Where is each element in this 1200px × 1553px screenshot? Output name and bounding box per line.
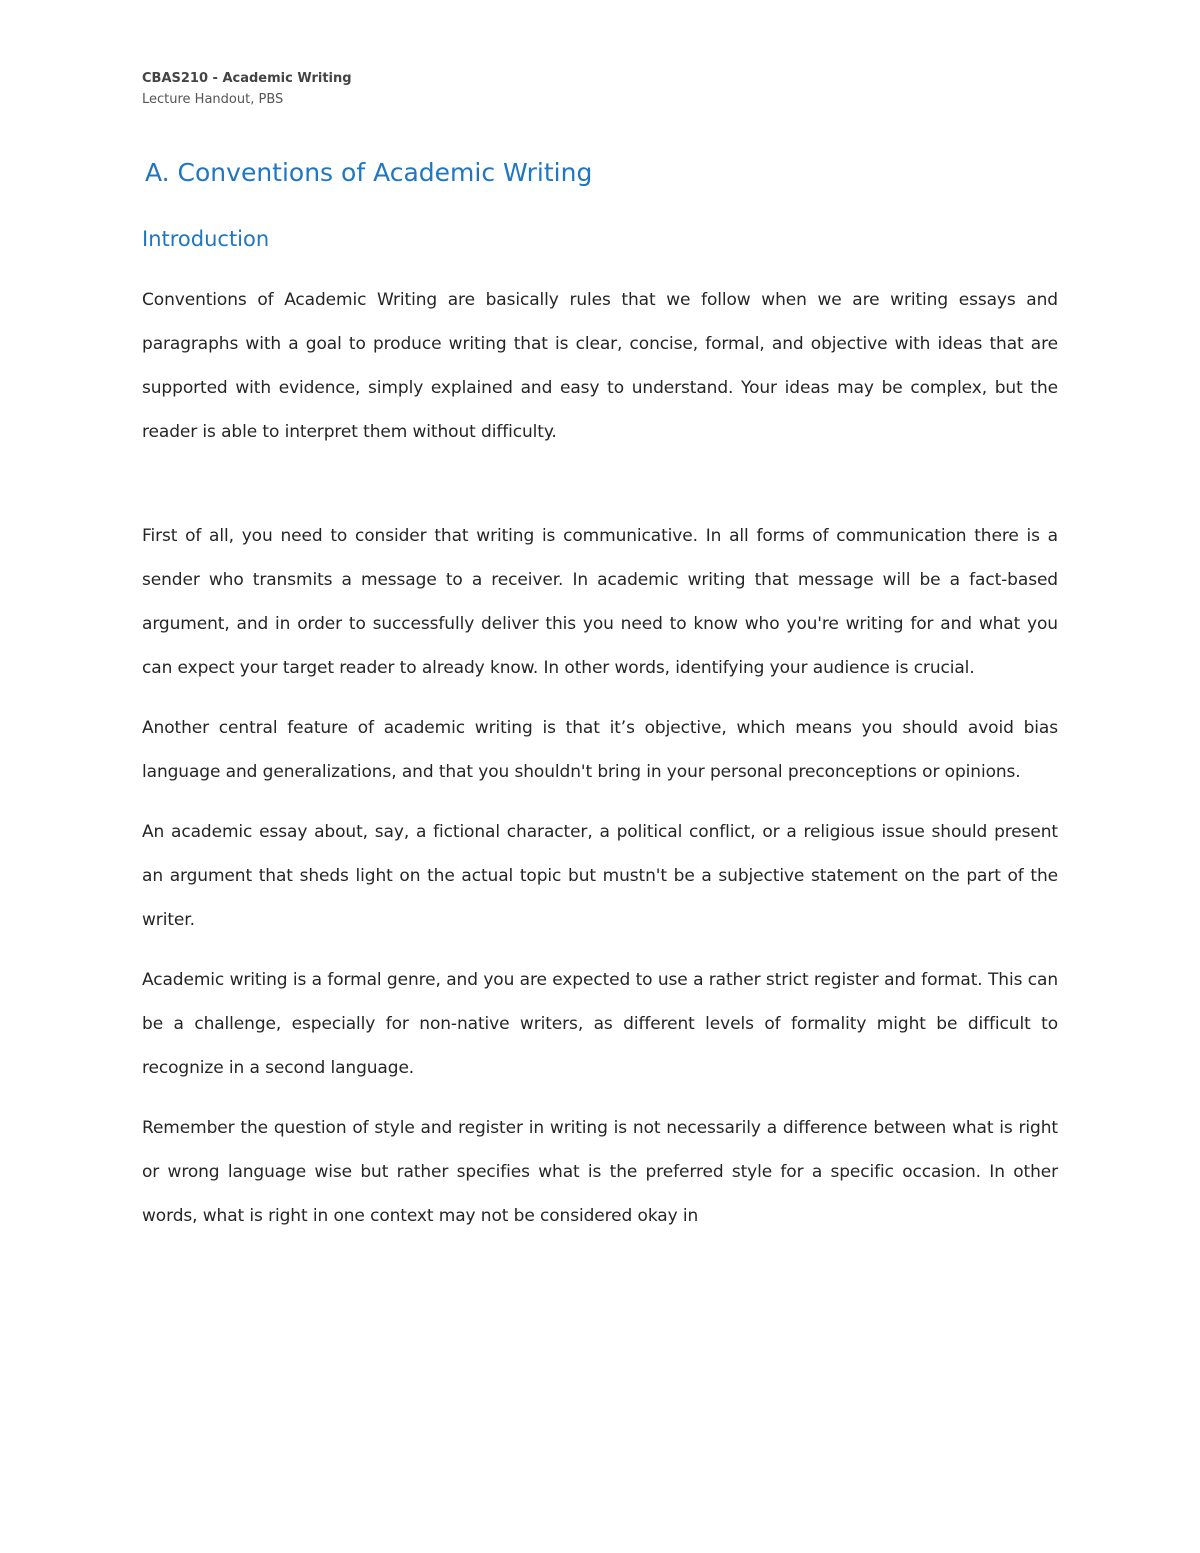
section-heading-introduction: Introduction	[142, 227, 270, 251]
paragraph-communicative: First of all, you need to consider that writing is communicative. In all forms of communication there is a sender who transmits a message to a receiver. In academic writing that message will be a fact-based argument, and in order to successfully deliver this you need to know who you're writing for and what you can expect your target reader to already know. In other words, identifying your audience is crucial.	[142, 526, 1058, 678]
document-page	[142, 68, 1058, 1238]
document-title: A. Conventions of Academic Writing	[145, 158, 593, 187]
paragraph-academic-essay: An academic essay about, say, a fictional character, a political conflict, or a religious issue should present an argument that sheds light on the actual topic but mustn't be a subjective statement on the part of the writer.	[142, 822, 1058, 930]
course-header: CBAS210 - Academic Writing	[142, 71, 352, 86]
handout-subtitle: Lecture Handout, PBS	[142, 92, 284, 107]
paragraph-objective: Another central feature of academic writing is that it’s objective, which means you should avoid bias language and generalizations, and that you shouldn't bring in your personal preconceptions or opinions.	[142, 718, 1058, 782]
paragraph-formal-genre: Academic writing is a formal genre, and you are expected to use a rather strict register and format. This can be a challenge, especially for non-native writers, as different levels of formality might be difficult to recognize in a second language.	[142, 970, 1058, 1078]
paragraph-definition: Conventions of Academic Writing are basically rules that we follow when we are writing essays and paragraphs with a goal to produce writing that is clear, concise, formal, and objective with ideas that are supported with evidence, simply explained and easy to understand. Your ideas may be complex, but the reader is able to interpret them without difficulty.	[142, 290, 1058, 442]
paragraph-style-register: Remember the question of style and register in writing is not necessarily a difference between what is right or wrong language wise but rather specifies what is the preferred style for a specific occasion. In other words, what is right in one context may not be considered okay in	[142, 1118, 1058, 1226]
